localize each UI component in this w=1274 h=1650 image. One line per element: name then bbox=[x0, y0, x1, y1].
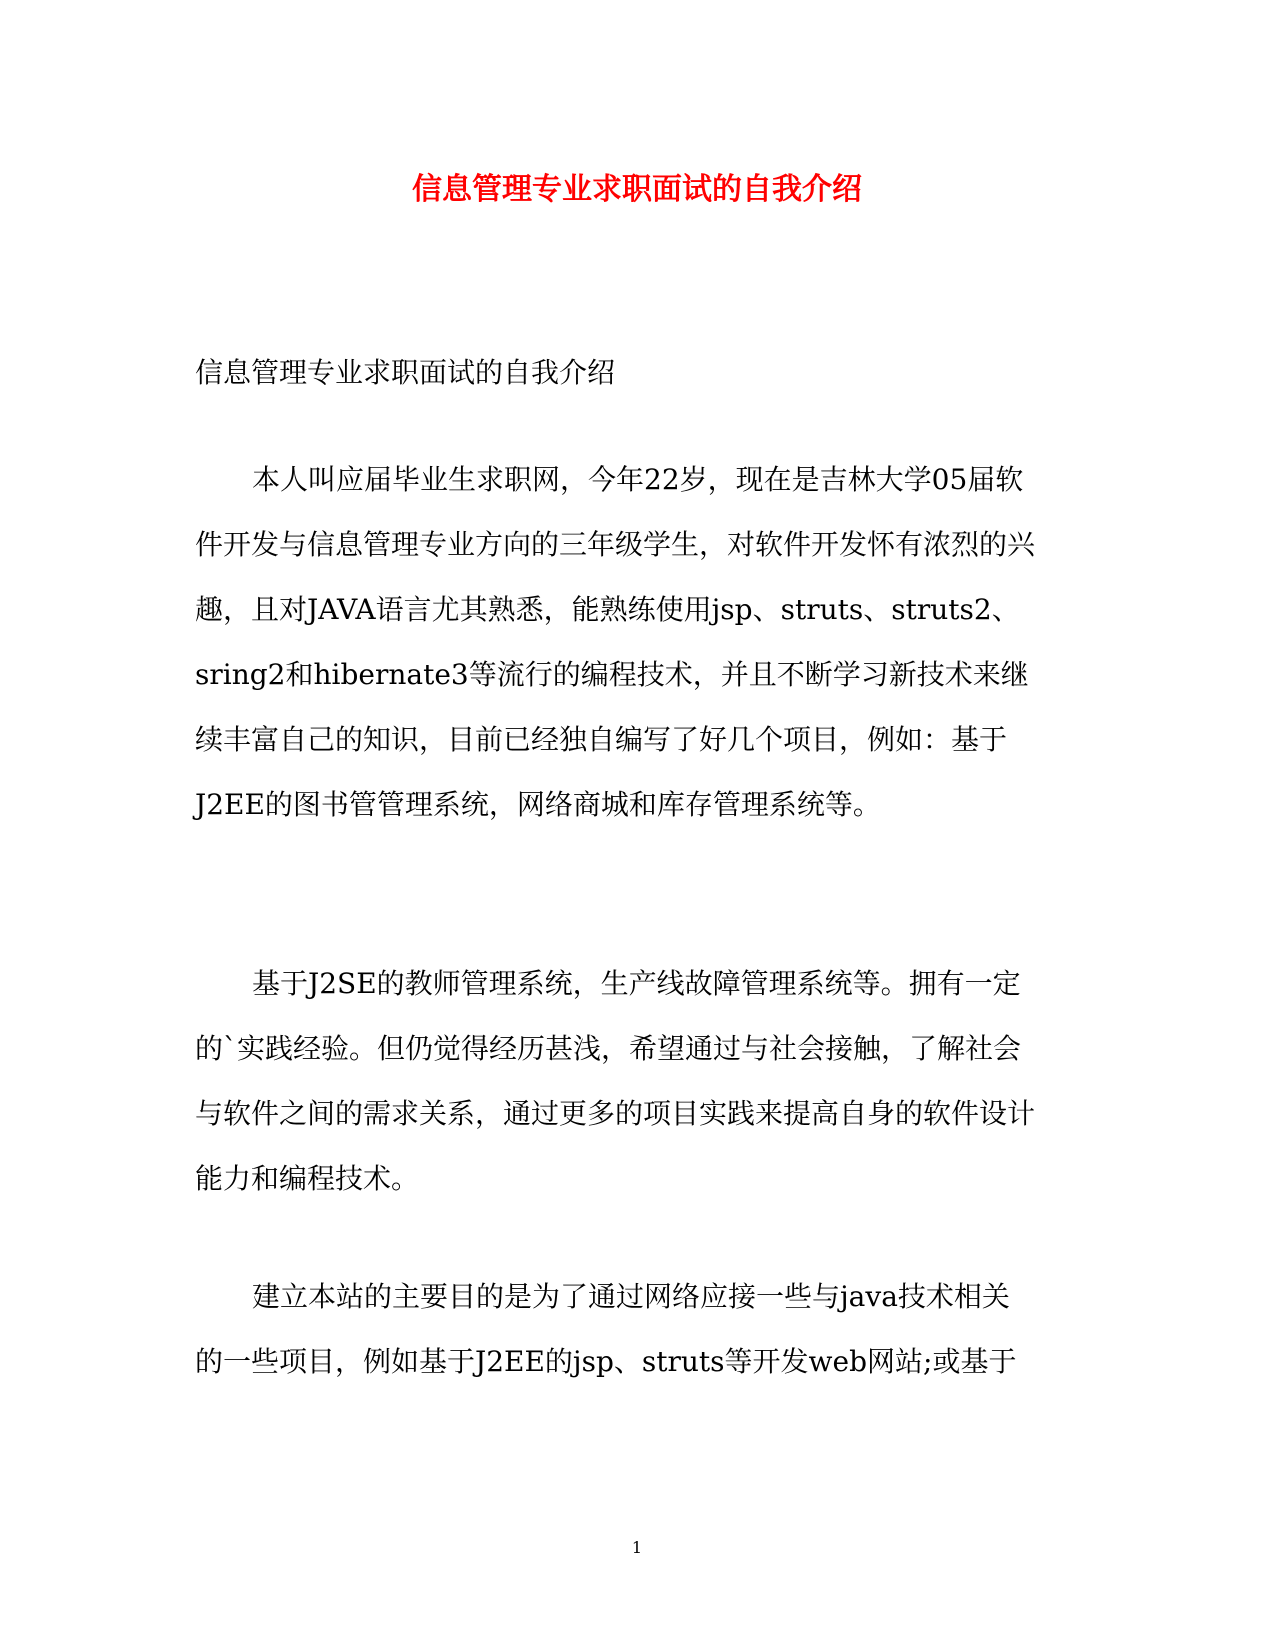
paragraph-line: 的一些项目，例如基于J2EE的jsp、struts等开发web网站;或基于 bbox=[195, 1345, 1017, 1378]
paragraph-line: 续丰富自己的知识，目前已经独自编写了好几个项目，例如：基于 bbox=[195, 723, 1008, 756]
document-title: 信息管理专业求职面试的自我介绍 bbox=[412, 172, 862, 207]
paragraph-line: 能力和编程技术。 bbox=[195, 1162, 420, 1195]
paragraph-line: 的`实践经验。但仍觉得经历甚浅，希望通过与社会接触，了解社会 bbox=[195, 1032, 1022, 1065]
document-subtitle: 信息管理专业求职面试的自我介绍 bbox=[195, 356, 616, 389]
paragraph-line: 基于J2SE的教师管理系统，生产线故障管理系统等。拥有一定 bbox=[252, 967, 1021, 1000]
paragraph-line: sring2和hibernate3等流行的编程技术，并且不断学习新技术来继 bbox=[195, 658, 1029, 691]
paragraph-line: 件开发与信息管理专业方向的三年级学生，对软件开发怀有浓烈的兴 bbox=[195, 528, 1036, 561]
paragraph-line: 本人叫应届毕业生求职网，今年22岁，现在是吉林大学05届软 bbox=[252, 463, 1024, 496]
paragraph-line: 建立本站的主要目的是为了通过网络应接一些与java技术相关 bbox=[252, 1280, 1010, 1313]
paragraph-line: 趣，且对JAVA语言尤其熟悉，能熟练使用jsp、struts、struts2、 bbox=[195, 593, 1020, 626]
paragraph-line: J2EE的图书管管理系统，网络商城和库存管理系统等。 bbox=[195, 788, 881, 821]
paragraph-line: 与软件之间的需求关系，通过更多的项目实践来提高自身的软件设计 bbox=[195, 1097, 1036, 1130]
page-number: 1 bbox=[631, 1538, 643, 1557]
